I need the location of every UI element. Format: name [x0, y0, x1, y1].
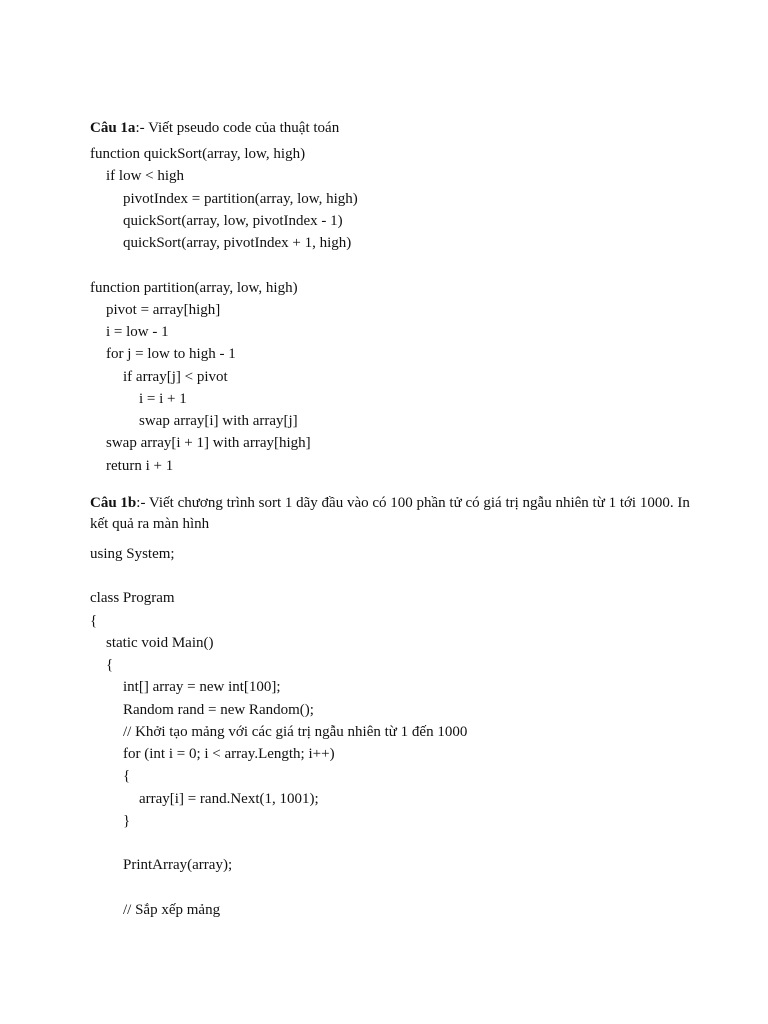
code-line: { [90, 612, 98, 629]
code-line: return i + 1 [106, 457, 174, 474]
code-line: PrintArray(array); [123, 857, 233, 874]
code-line [90, 565, 690, 587]
code-line: function partition(array, low, high) [90, 279, 298, 296]
code-line: if array[j] < pivot [123, 368, 228, 385]
code-line: i = low - 1 [106, 324, 169, 340]
code-line: using System; [90, 545, 175, 562]
code-line: // Sắp xếp mảng [123, 901, 221, 918]
code-line: quickSort(array, low, pivotIndex - 1) [123, 212, 343, 229]
code-line: for j = low to high - 1 [106, 346, 236, 363]
question-1b-text: :- Viết chương trình sort 1 dãy đầu vào có 100 phần tử có giá trị ngẫu nhiên từ 1 tới 1000. In kết quả ra màn hình [90, 494, 690, 532]
code-line: { [106, 657, 114, 673]
code-line: { [123, 768, 131, 785]
question-1b-label: Câu 1b [90, 494, 137, 511]
code-line [90, 877, 690, 899]
csharp-code-block [90, 543, 690, 921]
question-1a-text: :- Viết pseudo code của thuật toán [135, 120, 340, 136]
code-line: i = i + 1 [139, 390, 187, 407]
code-line [90, 254, 690, 276]
code-line: array[i] = rand.Next(1, 1001); [139, 790, 319, 807]
code-line: swap array[i + 1] with array[high] [106, 435, 311, 452]
code-line: for (int i = 0; i < array.Length; i++) [123, 746, 335, 762]
code-line: quickSort(array, pivotIndex + 1, high) [123, 235, 352, 251]
code-line: static void Main() [106, 634, 214, 651]
code-line: swap array[i] with array[j] [139, 413, 298, 429]
code-line: if low < high [106, 168, 185, 185]
code-line: class Program [90, 590, 175, 607]
code-line: } [123, 812, 131, 829]
question-1b-heading [90, 493, 690, 535]
code-line [90, 832, 690, 854]
code-line: pivotIndex = partition(array, low, high) [123, 190, 358, 207]
pseudo-code-block [90, 143, 690, 477]
code-line: function quickSort(array, low, high) [90, 146, 306, 162]
document-page [90, 118, 690, 921]
code-line: // Khởi tạo mảng với các giá trị ngẫu nhiên từ 1 đến 1000 [123, 723, 468, 740]
section-spacer [90, 477, 690, 493]
code-line: int[] array = new int[100]; [123, 679, 281, 696]
code-line: Random rand = new Random(); [123, 701, 314, 718]
code-line: pivot = array[high] [106, 301, 221, 318]
question-1a-heading [90, 118, 690, 139]
question-1a-label: Câu 1a [90, 120, 136, 136]
